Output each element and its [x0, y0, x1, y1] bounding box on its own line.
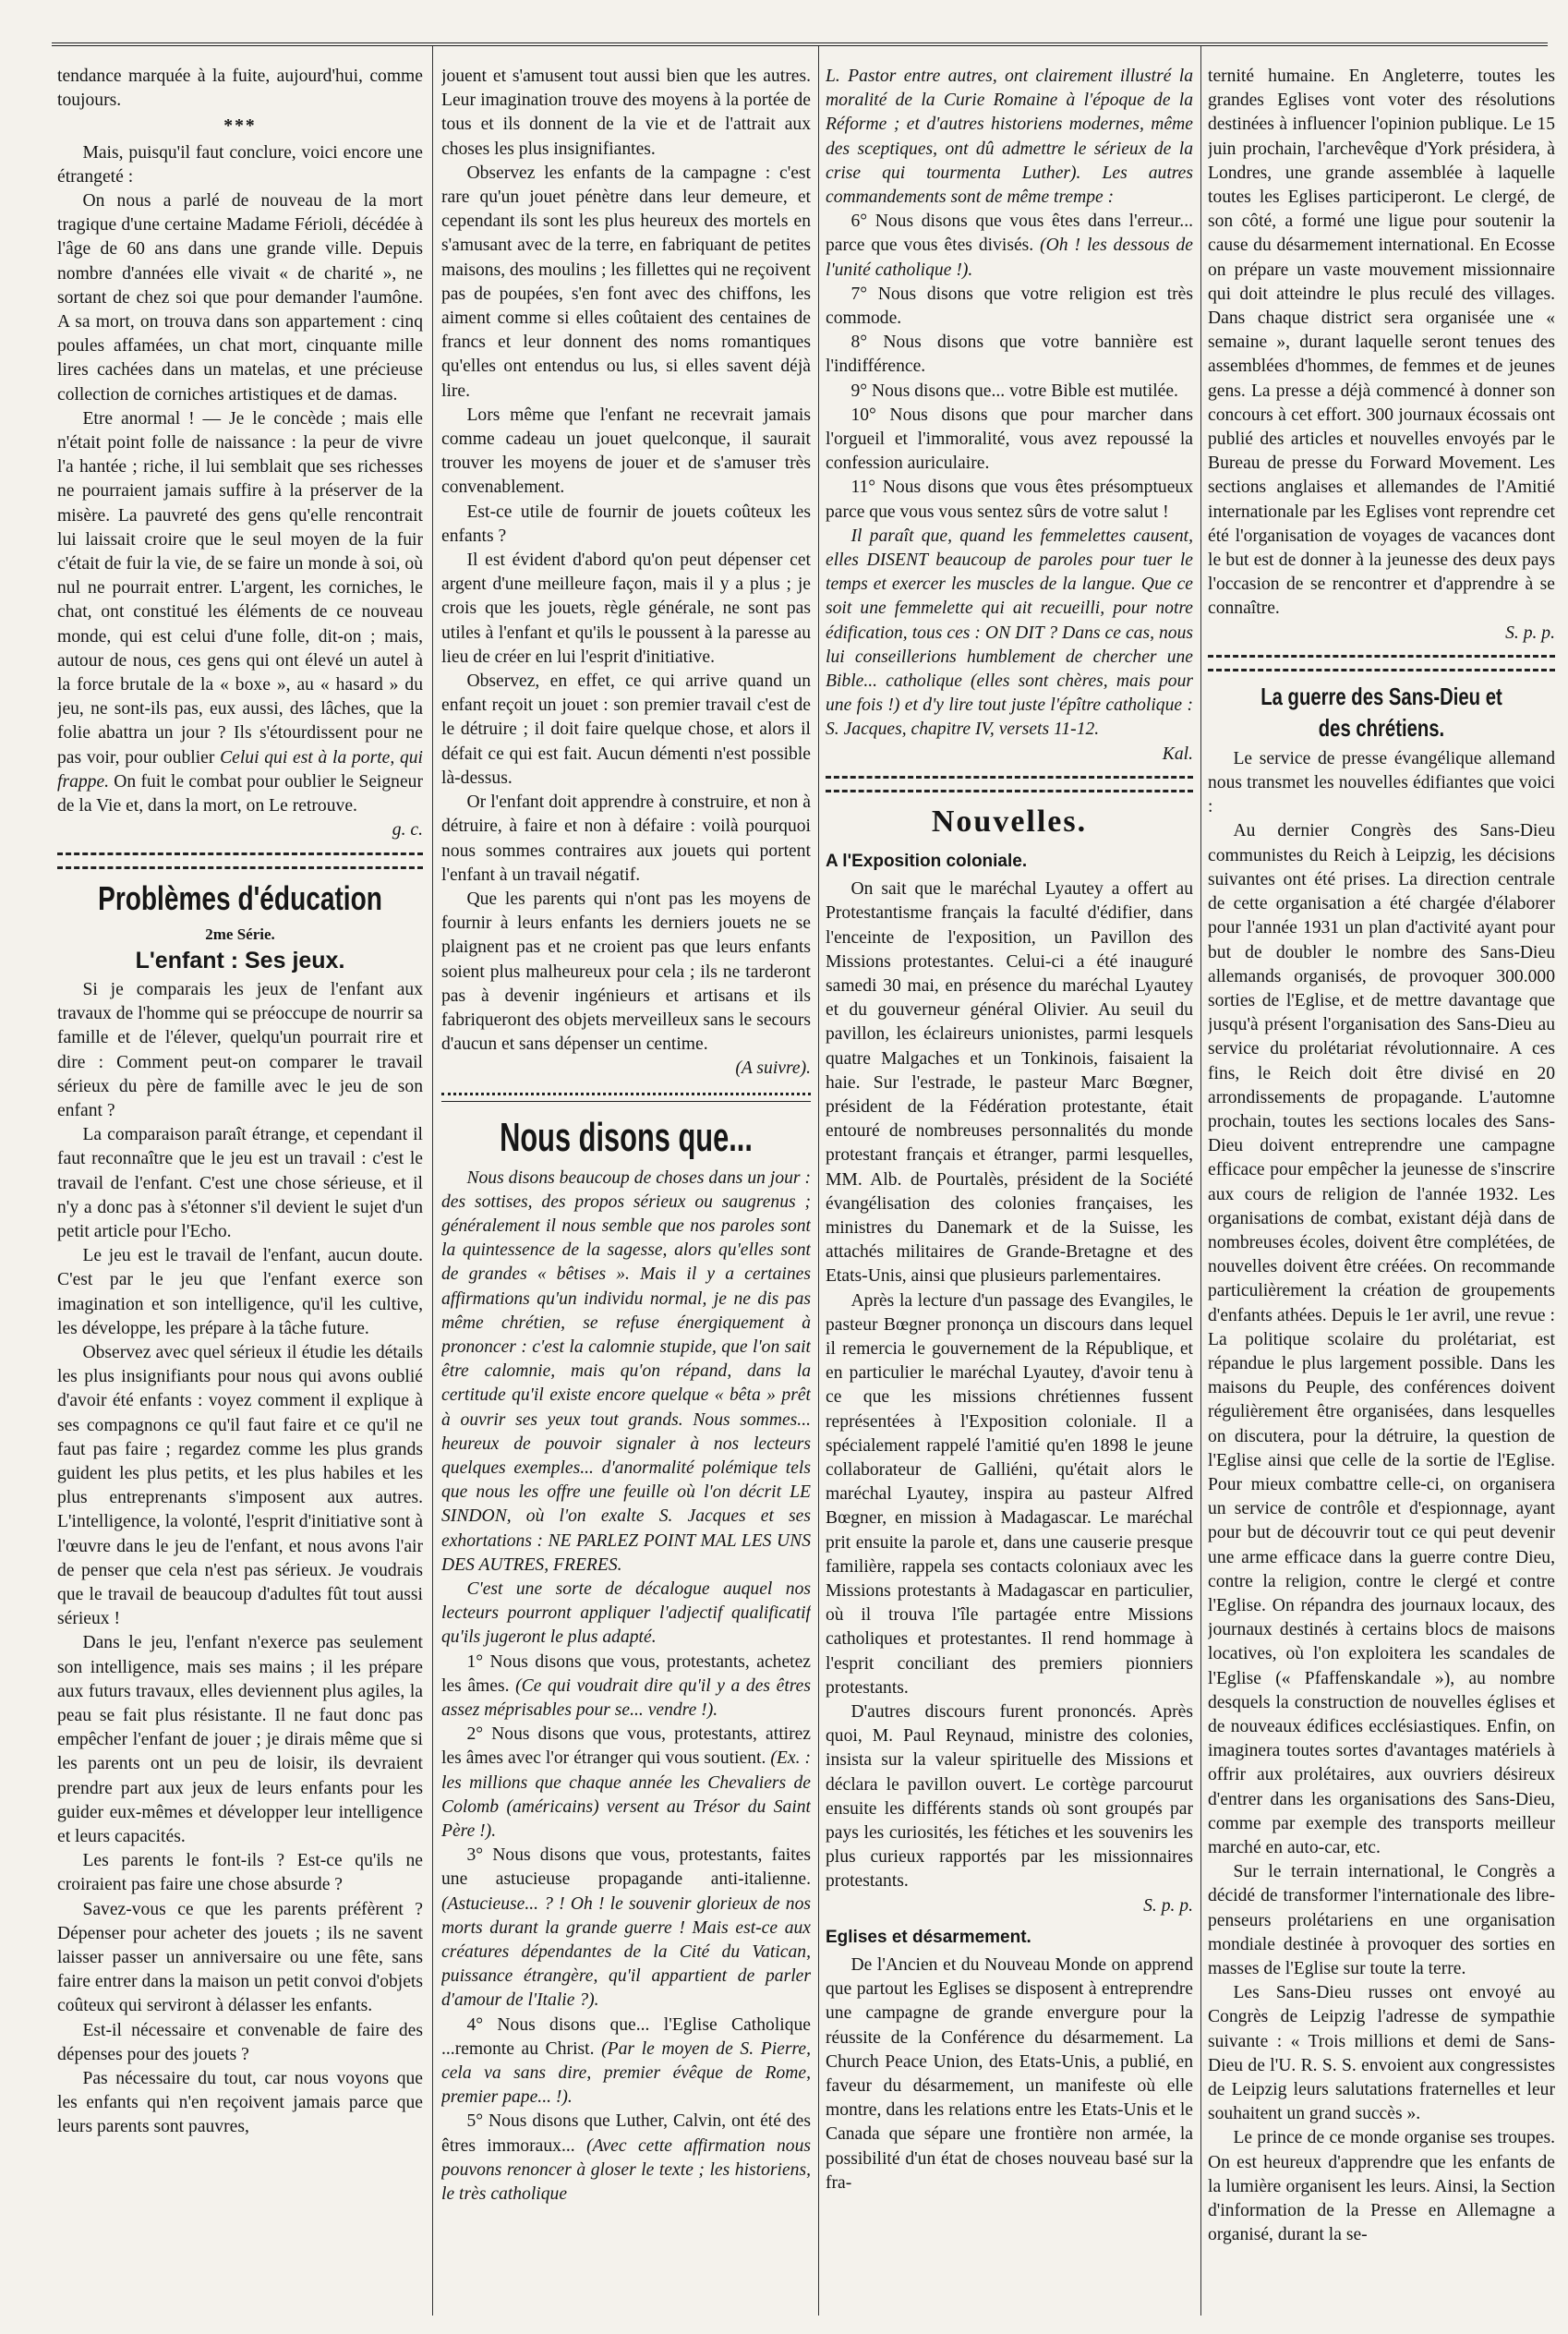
article-title: La guerre des Sans-Dieu et des chrétiens.: [1260, 682, 1502, 742]
column-rule: [818, 46, 819, 2316]
italic-text: (Ex. : les millions que chaque année les Chevaliers de Colomb (américains) versent au Trésor du Saint Père !).: [441, 1748, 811, 1842]
text: On fuit le combat pour oublier le Seigneur de la Vie et, dans la mort, on Le retrouve.: [57, 771, 423, 816]
signature: S. p. p.: [1505, 623, 1555, 643]
paragraph: D'autres discours furent prononcés. Après quoi, M. Paul Reynaud, ministre des colonies, insista sur la valeur spirituelle des Missions et déclara le pavillon ouvert. Le cortège parcourut ensuite les différents stands où sont groupés par pays les curiosités, les fétiches et les souvenirs les plus curieux rapportés par les missionnaires protestants.: [826, 1702, 1193, 1892]
paragraph: Est-ce utile de fournir de jouets coûteux les enfants ?: [441, 502, 811, 546]
article-subtitle: A l'Exposition coloniale.: [826, 851, 1028, 871]
paragraph: Lors même que l'enfant ne recevrait jamais comme cadeau un jouet quelconque, il saurait trouver les moyens de jouer et de s'amuser très convenablement.: [441, 405, 811, 498]
column-4: [1208, 65, 1555, 2306]
italic-text: Celui qui est à la porte, qui frappe.: [57, 747, 423, 792]
paragraph: Or l'enfant doit apprendre à construire, et non à détruire, à faire et non à défaire : voilà pourquoi nous sommes contraires aux jouets qui portent l'enfant à un travail négatif.: [441, 792, 811, 885]
paragraph: Pas nécessaire du tout, car nous voyons que les enfants qui n'en reçoivent jamais parce que leurs parents sont pauvres,: [57, 2069, 423, 2137]
column-3: [826, 65, 1193, 2306]
list-item: [826, 210, 1193, 283]
section-title: Nouvelles.: [931, 804, 1088, 839]
paragraph: Observez les enfants de la campagne : c'est rare qu'un jouet pénètre dans leur demeure, et cependant ils sont les plus heureux des mortels en s'amusant avec de la terre, en fabriquant de petites maisons, des moulins ; les fillettes qui ne reçoivent pas de poupées, s'en font avec des chiffons, les aiment comme si elles coûtaient des centaines de francs et leur donnent des noms romantiques qu'elles ont entendus ou lus, si elles savent déjà lire.: [441, 163, 811, 401]
list-item: [441, 2110, 811, 2207]
paragraph: La comparaison paraît étrange, et cependant il faut reconnaître que le jeu est un travail : c'est le travail de l'enfant. C'est une chose sérieuse, et il n'y a donc pas à s'étonner s'il devient le sujet d'un petit article pour l'Echo.: [57, 1125, 423, 1241]
column-rule: [432, 46, 433, 2316]
text: 2° Nous disons que vous, protestants, attirez les âmes avec l'or étranger qui vous soutient.: [441, 1724, 811, 1769]
paragraph: C'est une sorte de décalogue auquel nos lecteurs pourront appliquer l'adjectif qualificatif qu'ils jugeront le plus adapté.: [441, 1578, 811, 1648]
signature: S. p. p.: [1143, 1895, 1193, 1916]
article-subtitle: Eglises et désarmement.: [826, 1927, 1031, 1947]
signature: Kal.: [1162, 744, 1193, 764]
paragraph: L. Pastor entre autres, ont clairement illustré la moralité de la Curie Romaine à l'époque de la Réforme ; et d'autres historiens modernes, même des sceptiques, ont dû admettre le sérieux de la crise qui tourmenta Luther). Les autres commandements sont de même trempe :: [826, 67, 1193, 208]
text: 3° Nous disons que vous, protestants, faites une astucieuse propagande anti-italienne.: [441, 1845, 811, 1890]
list-item: [441, 1844, 811, 2013]
signature: g. c.: [392, 820, 423, 840]
list-item: [441, 1723, 811, 1844]
italic-text: (Avec cette affirmation nous pouvons renoncer à gloser le texte ; les historiens, le très catholique: [441, 2135, 811, 2205]
paragraph: jouent et s'amusent tout aussi bien que les autres. Leur imagination trouve des moyens à la portée de tous et ils donnent de la vie et de l'attrait aux choses les plus insignifiantes.: [441, 67, 811, 159]
list-item: 8° Nous disons que votre bannière est l'indifférence.: [826, 333, 1193, 377]
paragraph: Est-il nécessaire et convenable de faire des dépenses pour des jouets ?: [57, 2020, 423, 2064]
italic-text: (Oh ! les dessous de l'unité catholique !).: [826, 236, 1193, 280]
paragraph: Observez avec quel sérieux il étudie les détails les plus insignifiants pour nous qui avons oublié d'avoir été enfants : voyez comment il explique à ses compagnons ce qu'il faut faire et ce qu'il ne faut pas faire ; regardez comme les plus grands guident les plus petits, et les plus habiles et les plus entreprenants s'imposent aux autres. L'intelligence, la volonté, l'esprit d'initiative sont à l'œuvre dans le jeu de l'enfant, et nous avons l'air de penser que cela n'est pas sérieux. Je voudrais que le travail de beaucoup d'adultes fût tout aussi sérieux !: [57, 1342, 423, 1629]
paragraph: Il paraît que, quand les femmelettes causent, elles DISENT beaucoup de paroles pour tuer le temps et exercer les muscles de la langue. Que ce soit une femmelette qui ait recueilli, pour notre édification, tous ces : ON DIT ? Dans ce cas, nous lui conseillerions humblement de chercher une Bible... catholique (elles sont chères, mais pour une fois !) et d'y lire tout juste l'épître catholique : S. Jacques, chapitre IV, versets 11-12.: [826, 526, 1193, 740]
italic-text: (Ce qui voudrait dire qu'il y a des êtres assez méprisables pour se... vendre !).: [441, 1675, 811, 1720]
paragraph: Nous disons beaucoup de choses dans un jour : des sottises, des propos sérieux ou saugrenus ; généralement il nous semble que nos paroles sont la quintessence de la sagesse, alors qu'elles sont de grandes « bêtises ». Mais il y a certaines affirmations qu'un individu normal, je ne dis pas même chrétien, se refuse énergiquement à prononcer : c'est la calomnie stupide, que l'on sait être calomnie, mais qu'on répand, dans la certitude qu'il existe encore quelque « bêta » prêt à ouvrir ses yeux tout grands. Nous sommes... heureux de pouvoir signaler à nos lecteurs quelques exemples... d'anormalité polémique tels que nous les offre une feuille où l'on décrit LE SINDON, où l'on exalte S. Jacques et ses exhortations : NE PARLEZ POINT MAL LES UNS DES AUTRES, FRERES.: [441, 1167, 811, 1575]
continued-note: (A suivre).: [735, 1058, 811, 1079]
list-item: 9° Nous disons que... votre Bible est mutilée.: [850, 381, 1178, 401]
paragraph: Au dernier Congrès des Sans-Dieu communistes du Reich à Leipzig, les décisions suivantes ont été prises. La direction centrale de cette organisation a été chargée d'élaborer pour l'année 1931 un plan d'activité ayant pour but de doubler le nombre des Sans-Dieu allemands organisés, de provoquer 300.000 sorties de l'Eglise, et de mettre davantage que jusqu'à présent l'organisation des Sans-Dieu au service du prolétariat révolutionnaire. A ces fins, le Reich doit être divisé en 20 arrondissements de propagande. L'automne prochain, toutes les sections locales des Sans-Dieu doivent entreprendre une campagne efficace pour empêcher la jeunesse de s'inscrire aux cours de religion de l'année 1932. Les organisations de combat, existant déjà dans de nombreuses écoles, doivent être complétées, de nouvelles doivent être créées. On recommande particulièrement la création de groupements d'enfants athées. Depuis le 1er avril, une revue : La politique scolaire du prolétariat, est répandue le plus largement possible. Dans les maisons du Peuple, des conférences doivent régulièrement être organisées, dans lesquelles on discutera, pour la détruire, la question de l'Eglise ainsi que celle de la sortie de l'Eglise. Pour mieux combattre celle-ci, on organisera un service de contrôle et d'espionnage, ayant pour but de découvrir tout ce qui peut devenir une arme efficace dans la guerre contre Dieu, contre la religion, contre le clergé et contre l'Eglise. On répandra des journaux locaux, des journaux destinés à certains blocs de maisons locatives, où l'on exploitera les scandales de l'Eglise (« Pfaffenskandale »), au nombre desquels la construction de nouvelles églises et de nouveaux édifices ecclésiastiques. Enfin, on imaginera toutes sortes d'avantages matériels à offrir aux prolétaires, aux ouvriers désireux d'entrer dans les organisations des Sans-Dieu, comme par exemple des transports meilleur marché en auto-car, etc.: [1208, 821, 1555, 1858]
column-2: [441, 65, 811, 2306]
list-item: 7° Nous disons que votre religion est très commode.: [826, 284, 1193, 329]
paragraph: De l'Ancien et du Nouveau Monde on apprend que partout les Eglises se disposent à entreprendre une campagne de grande envergure pour la réussite de la Conférence du désarmement. La Church Peace Union, des Etats-Unis, a publié, en faveur du désarmement, un manifeste où elle montre, dans les relations entre les Etats-Unis et le Canada que sépare une frontière non armée, la possibilité d'un état de choses nouveau basé sur la fra-: [826, 1955, 1193, 2193]
list-item: 10° Nous disons que pour marcher dans l'orgueil et l'immoralité, vous avez repoussé la confession auriculaire.: [826, 405, 1193, 474]
paragraph: Si je comparais les jeux de l'enfant aux travaux de l'homme qui se préoccupe de nourrir sa famille et de l'élever, quelqu'un pourrait rire et dire : Comment peut-on comparer le travail sérieux du père de famille avec le jeu de son enfant ?: [57, 979, 423, 1120]
list-item: 11° Nous disons que vous êtes présomptueux parce que vous vous sentez sûrs de votre salut !: [826, 478, 1193, 522]
paragraph: Les parents le font-ils ? Est-ce qu'ils ne croiraient pas faire une chose absurde ?: [57, 1851, 423, 1895]
paragraph: Savez-vous ce que les parents préfèrent ? Dépenser pour acheter des jouets ; ils ne savent laisser passer un anniversaire ou une fête, sans faire entrer dans la maison un petit convoi d'objets coûteux qui serviront à délasser les enfants.: [57, 1899, 423, 2016]
text: Etre anormal ! — Je le concède ; mais elle n'était point folle de naissance : la peur de vivre l'a hantée ; riche, il lui semblait que ses richesses ne pourraient jamais suffire à la préserver de la misère. La pauvreté des gens qu'elle rencontrait lui laissait croire que le seul moyen de la fuir c'était de fuir la vie, de se faire un monde à soi, où nul ne pourrait entrer. L'argent, les corniches, le chat, ont constitué les éléments de ce nouveau monde, qui est celui d'une folle, dit-on ; mais, autour de nous, ces gens qui ont élevé un autel à la force brutale de la « boxe », au « hasard » du jeu, ne sont-ils pas, eux aussi, des lâches, que la folie abattra un jour ? Ils s'étourdissent pour ne pas voir, pour oublier: [57, 408, 423, 768]
paragraph: [57, 407, 423, 818]
paragraph: Dans le jeu, l'enfant n'exerce pas seulement son intelligence, mais ses mains ; il les prépare aux futurs travaux, elles deviennent plus agiles, la peau se fait plus résistante. Il ne faut donc pas empêcher l'enfant de jouer ; je dirais même que si les parents ont un peu de loisir, ils devraient prendre part aux jeux de leurs enfants pour les guider eux-mêmes et développer leur intelligence et leurs capacités.: [57, 1633, 423, 1847]
italic-text: (Par le moyen de S. Pierre, cela va sans dire, premier évêque de Rome, premier pape... !).: [441, 2038, 811, 2108]
paragraph: Observez, en effet, ce qui arrive quand un enfant reçoit un jouet : son premier travail c'est de le détruire ; il doit faire quelque chose, et alors il défait ce qui est fait. Aucun démenti n'est possible là-dessus.: [441, 671, 811, 788]
paragraph: Le jeu est le travail de l'enfant, aucun doute. C'est par le jeu que l'enfant exerce son imagination et son intelligence, qu'il les cultive, les développe, les prépare à la tâche future.: [57, 1246, 423, 1338]
asterism: ***: [223, 116, 257, 137]
paragraph: On nous a parlé de nouveau de la mort tragique d'une certaine Madame Férioli, décédée à l'âge de 60 ans dans une grande ville. Depuis nombre d'années elle vivait « de charité », ne sortant de chez soi que pour demander l'aumône. A sa mort, on trouva dans son appartement : cinq poules affamées, un chat mort, cinquante mille lires cachées dans un matelas, et une précieuse collection de corniches artistiques et de damas.: [57, 191, 423, 405]
paragraph: tendance marquée à la fuite, aujourd'hui, comme toujours.: [57, 67, 423, 111]
paragraph: On sait que le maréchal Lyautey a offert au Protestantisme français la faculté d'édifier, dans l'enceinte de l'exposition, un Pavillon des Missions protestantes. Celui-ci a été inauguré samedi 30 mai, en présence du maréchal Lyautey et du gouverneur général Olivier. Au seuil du pavillon, les éclaireurs unionistes, parmi lesquels quatre Malgaches et un Tonkinois, faisaient la haie. Sur l'estrade, le pasteur Marc Bœgner, président de la Fédération protestante, était entouré de nombreuses personnalités du monde protestant français et étranger, parmi lesquelles, MM. Alb. de Pourtalès, président de la Société évangélisation des colonies françaises, les ministres du Danemark et de la Suisse, les attachés militaires de Grande-Bretagne et des Etats-Unis, ainsi que plusieurs parlementaires.: [826, 879, 1193, 1287]
paragraph: Que les parents qui n'ont pas les moyens de fournir à leurs enfants les derniers jouets ne se plaignent pas et ne croient pas que leurs enfants soient plus malheureux pour cela ; ils ne tarderont pas à devenir ingénieurs et artisans et ils fabriqueront des objets merveilleux sans le secours d'aucun et sans dépenser un centime.: [441, 889, 811, 1055]
column-rule: [1200, 46, 1201, 2316]
paragraph: Le service de presse évangélique allemand nous transmet les nouvelles édifiantes que voici :: [1208, 748, 1555, 817]
article-title: Problèmes d'éducation: [98, 878, 382, 917]
ornament-divider: [57, 853, 423, 869]
paragraph: Les Sans-Dieu russes ont envoyé au Congrès de Leipzig l'adresse de sympathie suivante : « Trois millions et demi de Sans-Dieu de l'U. R. S. S. envoient aux congressistes de Leipzig leurs salutations fraternelles et leur souhaitent un grand succès ».: [1208, 1983, 1555, 2124]
text: 1° Nous disons que vous, protestants, achetez les âmes.: [441, 1651, 811, 1696]
paragraph: ternité humaine. En Angleterre, toutes les grandes Eglises vont voter des résolutions destinées à influencer l'opinion publique. Le 15 juin prochain, l'archevêque d'York présidera, à Londres, une grande assemblée à laquelle toutes les Eglises participeront. Le clergé, de son côté, a formé une ligue pour soutenir la cause du désarmement international. En Ecosse on prépare un vaste mouvement missionnaire qui doit atteindre le plus reculé des villages. Dans chaque district sera organisée une « semaine », durant laquelle seront tenues des assemblées d'hommes, de femmes et de jeunes gens. La presse a déjà commencé à donner son concours à cet effort. 300 journaux écossais ont publié des articles et nouvelles envoyés par le Bureau de presse du Forward Movement. Les sections anglaises et allemandes de l'Amitié internationale par les Eglises vont reprendre cet été l'organisation de voyages de vacances dont le but est de donner à la jeunesse des deux pays l'occasion de se rencontrer et d'apprendre à se connaître.: [1208, 67, 1555, 619]
list-item: [441, 2014, 811, 2110]
paragraph: Il est évident d'abord qu'on peut dépenser cet argent d'une meilleure façon, mais il y a plus ; je crois que les jouets, règle générale, ne sont pas utiles à l'enfant et qu'ils le poussent à la paresse au lieu de créer en lui l'esprit d'initiative.: [441, 550, 811, 667]
ornament-divider: [826, 776, 1193, 792]
paragraph: Le prince de ce monde organise ses troupes. On est heureux d'apprendre que les enfants de la lumière organisent les leurs. Ainsi, la Section d'information de la Presse en Allemagne a organisé, durant la se-: [1208, 2128, 1555, 2245]
paragraph: Après la lecture d'un passage des Evangiles, le pasteur Bœgner prononça un discours dans lequel il remercia le gouvernement de la République, et en particulier le maréchal Lyautey, d'avoir tenu à ce que les missions chrétiennes fussent représentées à l'Exposition coloniale. Il a spécialement rappelé l'amitié qu'en 1898 le jeune collaborateur de Galliéni, qu'était alors le maréchal Lyautey, inspira au pasteur Alfred Bœgner, en mission à Madagascar. Le maréchal prit ensuite la parole et, dans une causerie presque familière, rappela ses contacts coloniaux avec les Missions protestants à Madagascar en particulier, où il trouva l'île partagée entre Missions catholiques et protestantes. Il rend hommage à l'esprit conciliant des premiers pionniers protestants.: [826, 1290, 1193, 1698]
ornament-divider: [1208, 655, 1555, 671]
header-rule: [52, 42, 1548, 46]
text: 5° Nous disons que Luther, Calvin, ont été des êtres immoraux...: [441, 2111, 811, 2156]
ornament-divider: [441, 1093, 811, 1102]
article-subtitle: L'enfant : Ses jeux.: [135, 947, 345, 974]
italic-text: (Astucieuse... ? ! Oh ! le souvenir glorieux de nos morts durant la grande guerre ! Mais est-ce aux créatures dépendantes de la Cité du Vatican, puissance étrangère, qu'il appartient de parler d'amour de l'Italie ?).: [441, 1893, 811, 2011]
column-1: [57, 65, 423, 2306]
list-item: [441, 1651, 811, 1723]
text: 4° Nous disons que... l'Eglise Catholique ...remonte au Christ.: [441, 2014, 811, 2059]
paragraph: Sur le terrain international, le Congrès a décidé de transformer l'internationale des libre-penseurs prolétariens en une organisation mondiale destinée à provoquer des sorties en masses de l'Eglise sur toute la terre.: [1208, 1862, 1555, 1979]
article-title: Nous disons que...: [500, 1114, 753, 1160]
series-label: 2me Série.: [205, 925, 275, 943]
text: 6° Nous disons que vous êtes dans l'erreur... parce que vous êtes divisés.: [826, 212, 1193, 256]
paragraph: Mais, puisqu'il faut conclure, voici encore une étrangeté :: [57, 142, 423, 187]
